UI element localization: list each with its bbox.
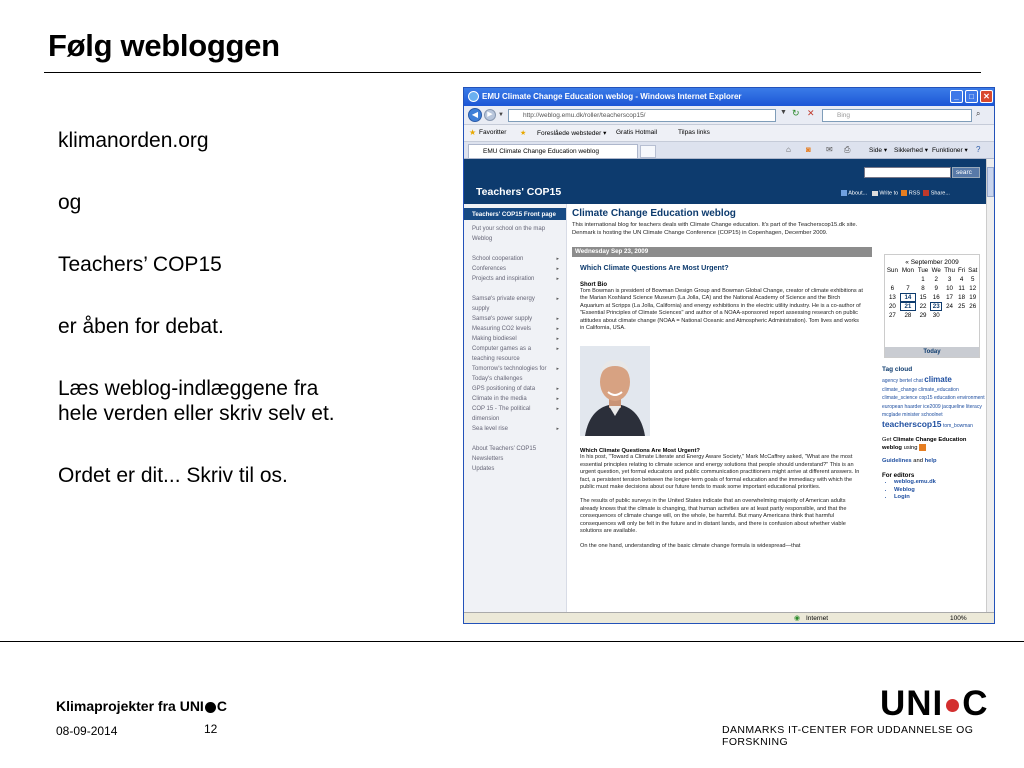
tag-link[interactable]: climate bbox=[924, 375, 952, 384]
chevron-right-icon: ▸ bbox=[556, 396, 559, 402]
calendar-day[interactable]: 19 bbox=[969, 294, 977, 301]
nav-item[interactable]: Samsø's private energy ▸ bbox=[472, 296, 559, 302]
refresh-icon[interactable]: ↻ bbox=[792, 108, 800, 118]
chevron-right-icon: ▸ bbox=[556, 346, 559, 352]
body-line-teachers-cop15: Teachers’ COP15 bbox=[58, 253, 222, 276]
tag-link[interactable]: mcglade bbox=[882, 412, 901, 418]
rss-link[interactable]: RSS bbox=[908, 190, 921, 197]
stop-icon[interactable]: ✕ bbox=[807, 108, 815, 118]
calendar-day-header: Thu bbox=[944, 267, 955, 274]
zoom-level[interactable]: 100% bbox=[950, 615, 967, 622]
about-icon bbox=[841, 190, 847, 196]
nav-list bbox=[464, 224, 566, 474]
nav-item[interactable]: Tomorrow's technologies for ▸ bbox=[472, 366, 559, 372]
tag-cloud-title: Tag cloud bbox=[882, 366, 913, 373]
web-page bbox=[464, 159, 986, 612]
calendar-day[interactable]: 18 bbox=[958, 294, 966, 301]
share-icon bbox=[923, 190, 929, 196]
blog-header-links bbox=[841, 190, 950, 196]
calendar-day[interactable]: 16 bbox=[932, 294, 940, 301]
chevron-right-icon: ▸ bbox=[556, 276, 559, 282]
nav-item bbox=[464, 244, 564, 254]
calendar-day[interactable]: 3 bbox=[947, 276, 952, 283]
nav-item bbox=[464, 434, 564, 444]
calendar-day[interactable]: 9 bbox=[934, 285, 938, 292]
nav-item[interactable]: School cooperation ▸ bbox=[472, 256, 559, 262]
minimize-button[interactable]: _ bbox=[950, 90, 963, 103]
logo-subtitle: DANMARKS IT-CENTER FOR UDDANNELSE OG FORSKNING bbox=[722, 724, 974, 748]
globe-icon: ◉ bbox=[794, 615, 801, 622]
calendar-day-header: Fri bbox=[957, 267, 966, 274]
post-paragraph-3: On the one hand, understanding of the basic climate change formula is widespread—that bbox=[580, 542, 801, 549]
calendar-day[interactable]: 14 bbox=[900, 293, 916, 302]
chevron-right-icon: ▸ bbox=[556, 326, 559, 332]
chevron-right-icon: ▸ bbox=[556, 406, 559, 412]
fav-link-hotmail[interactable]: Gratis Hotmail bbox=[616, 129, 658, 136]
rss-icon bbox=[901, 190, 907, 196]
post-paragraph-2: The results of public surveys in the United States indicate that an overwhelming majority of American adults already knows that the climate is changing, that human activities are at least partly responsible, and that the consequences of climate change will, on the whole, be harmful. But many Americans think that harmful consequences will only be felt in the future and in distant lands, and there is confusion about whether viable solutions are available. bbox=[580, 498, 847, 535]
chevron-right-icon: ▸ bbox=[556, 366, 559, 372]
window-title: EMU Climate Change Education weblog - Windows Internet Explorer bbox=[482, 92, 742, 101]
nav-item[interactable]: supply bbox=[472, 306, 490, 312]
uni-c-dot-icon bbox=[205, 702, 216, 713]
vertical-scrollbar[interactable] bbox=[986, 159, 994, 612]
post-paragraph-1: In his post, "Toward a Climate Literate and Energy Aware Society," Mark McCaffrey asked, "What are the most essential principles relating to climate science and energy solutions that people should understand?" This is an urgent question, yet formal educators and public communication practitioners might arrive at different answers. In fact, a persistent tension between the longer-term goals of formal education and the immediacy with which the public must make decisions about our future tends to mask some important educational priorities. bbox=[580, 454, 860, 491]
calendar-grid bbox=[885, 266, 979, 320]
tag-link[interactable]: climate_change bbox=[882, 386, 918, 393]
body-line-open-debate: er åben for debat. bbox=[58, 315, 224, 338]
blog-site-title[interactable]: Teachers' COP15 bbox=[476, 186, 562, 198]
calendar-day[interactable]: 6 bbox=[890, 285, 895, 292]
chevron-right-icon: ▸ bbox=[556, 256, 559, 262]
page-number: 12 bbox=[204, 722, 218, 736]
nav-item[interactable]: Updates bbox=[472, 466, 495, 472]
chevron-right-icon: ▸ bbox=[556, 266, 559, 272]
bio-text: Tom Bowman is president of Bowman Design Group and Bowman Global Change, creator of climate exhibitions at the Marian Koshland Science Museum (La Jolla, CA) and the National Academy of Science and the Birch Aquarium at Scripps (La Jolla, California) and energy exhibitions in the electric utility industry. He is a co-author of "Essential Principles of Climate Sciences" and author of a NOAA-sponsored report assessing research on public attitudes about climate change (NOAA = National Oceanic and Atmospheric Administration). Tom lives and works in California, USA. bbox=[580, 288, 863, 332]
editors-title: For editors bbox=[882, 472, 915, 480]
chevron-right-icon: ▸ bbox=[556, 296, 559, 302]
calendar-day[interactable]: 10 bbox=[946, 285, 953, 292]
calendar-day[interactable]: 22 bbox=[919, 303, 927, 310]
sub-heading: Which Climate Questions Are Most Urgent? bbox=[580, 448, 700, 455]
share-link[interactable]: Share... bbox=[930, 190, 950, 197]
body-line-read-weblog: Læs weblog-indlæggene fra bbox=[58, 377, 319, 400]
editor-link-weblog-emu[interactable]: • weblog.emu.dk bbox=[894, 479, 986, 487]
nav-item[interactable]: Projects and inspiration ▸ bbox=[472, 276, 559, 282]
author-photo bbox=[580, 346, 650, 436]
calendar-day bbox=[900, 275, 916, 284]
nav-item[interactable]: GPS positioning of data ▸ bbox=[472, 386, 559, 392]
bio-heading: Short Bio bbox=[580, 282, 607, 288]
calendar-day-header: Mon bbox=[901, 267, 914, 274]
fav-link-customize[interactable]: Tilpas links bbox=[678, 129, 710, 136]
editor-link-weblog[interactable]: • Weblog bbox=[894, 487, 986, 495]
print-icon[interactable]: ⎙ bbox=[844, 145, 851, 154]
date-bar: Wednesday Sep 23, 2009 bbox=[572, 247, 872, 257]
footer-date: 08-09-2014 bbox=[56, 724, 118, 738]
uni-c-logo: UNI C bbox=[880, 684, 989, 723]
blog-title[interactable]: Climate Change Education weblog bbox=[572, 208, 736, 219]
calendar-day[interactable]: 8 bbox=[921, 285, 925, 292]
calendar-day[interactable]: 21 bbox=[900, 302, 916, 311]
rss-feed-icon[interactable] bbox=[919, 444, 926, 451]
tag-link[interactable]: jacqueline bbox=[942, 403, 965, 410]
cmd-tools[interactable]: Funktioner ▾ bbox=[932, 147, 968, 154]
browser-titlebar bbox=[464, 88, 994, 106]
tag-link[interactable]: chat bbox=[913, 378, 923, 384]
tag-link[interactable]: literacy bbox=[965, 403, 982, 410]
tag-link[interactable]: tom_bowman bbox=[942, 422, 973, 429]
guidelines-line: Guidelines and help bbox=[882, 458, 937, 465]
slide-body bbox=[58, 128, 335, 488]
editor-links bbox=[882, 479, 986, 502]
blog-sidebar bbox=[880, 204, 986, 612]
get-feed: Get Climate Change Education weblog using bbox=[882, 437, 967, 452]
forward-icon[interactable]: ▶ bbox=[484, 109, 496, 121]
calendar-day[interactable]: 13 bbox=[888, 294, 896, 301]
status-zone: Internet bbox=[806, 615, 829, 622]
nav-item[interactable]: Measuring CO2 levels ▸ bbox=[472, 326, 559, 332]
favorites-button[interactable]: Favoritter bbox=[479, 129, 507, 136]
nav-item[interactable]: teaching resource bbox=[472, 356, 520, 362]
help-link[interactable]: help bbox=[924, 458, 937, 465]
tag-link[interactable]: schoolnet bbox=[921, 412, 943, 418]
address-bar-row bbox=[464, 106, 994, 125]
calendar-day[interactable]: 1 bbox=[921, 276, 925, 283]
calendar bbox=[884, 254, 980, 358]
logo-dot-icon bbox=[946, 699, 959, 712]
nav-item[interactable]: About Teachers' COP15 bbox=[472, 446, 537, 452]
slide-title: Følg webloggen bbox=[48, 28, 280, 63]
calendar-day[interactable]: 23 bbox=[930, 302, 942, 311]
body-line-klimanorden: klimanorden.org bbox=[58, 129, 209, 152]
tag-link[interactable]: agency bbox=[882, 378, 899, 384]
tag-link[interactable]: climate_education bbox=[918, 386, 959, 393]
favorites-bar bbox=[464, 125, 994, 142]
address-input[interactable]: http://weblog.emu.dk/roller/teacherscop15/ bbox=[508, 109, 776, 122]
blog-search-button[interactable]: searc bbox=[952, 167, 980, 178]
blog-left-nav bbox=[464, 204, 567, 612]
nav-item[interactable]: Newsletters bbox=[472, 456, 504, 462]
back-icon[interactable]: ◀ bbox=[468, 108, 482, 122]
body-line-og: og bbox=[58, 191, 82, 214]
tag-link[interactable]: education bbox=[933, 395, 956, 401]
calendar-day[interactable]: 17 bbox=[946, 294, 953, 301]
blog-header bbox=[464, 159, 986, 204]
home-icon[interactable]: ⌂ bbox=[786, 145, 791, 154]
close-button[interactable]: ✕ bbox=[980, 90, 993, 103]
body-line-world: hele verden eller skriv selv et. bbox=[58, 402, 335, 425]
calendar-day bbox=[966, 311, 979, 320]
tag-link[interactable]: environment bbox=[957, 395, 985, 401]
write-icon bbox=[872, 191, 878, 196]
footer-divider bbox=[0, 641, 1024, 642]
calendar-day[interactable]: 27 bbox=[888, 312, 896, 319]
calendar-today[interactable]: Today bbox=[885, 347, 979, 357]
calendar-day[interactable]: 20 bbox=[888, 303, 896, 310]
calendar-day[interactable]: 12 bbox=[969, 285, 977, 292]
new-tab-button[interactable] bbox=[640, 145, 656, 158]
about-link[interactable]: About... bbox=[848, 190, 868, 197]
nav-item[interactable]: Today's challenges bbox=[472, 376, 523, 382]
mail-icon[interactable]: ✉ bbox=[826, 145, 833, 154]
ie-icon bbox=[468, 91, 479, 102]
chevron-right-icon: ▸ bbox=[556, 426, 559, 432]
tag-cloud bbox=[882, 376, 986, 430]
calendar-day[interactable]: 25 bbox=[958, 303, 966, 310]
calendar-day[interactable]: 15 bbox=[919, 294, 927, 301]
calendar-day[interactable]: 29 bbox=[919, 312, 927, 319]
write-link[interactable]: Write to bbox=[879, 190, 899, 197]
chevron-right-icon: ▸ bbox=[556, 316, 559, 322]
calendar-day bbox=[942, 311, 956, 320]
tag-link[interactable]: minister bbox=[902, 412, 920, 418]
fav-link-suggested[interactable]: Foreslåede websteder ▾ bbox=[537, 130, 607, 137]
calendar-day[interactable]: 7 bbox=[906, 285, 910, 292]
title-divider bbox=[44, 72, 981, 73]
scroll-thumb[interactable] bbox=[987, 167, 994, 197]
blog-main bbox=[572, 204, 872, 612]
calendar-day[interactable]: 24 bbox=[946, 303, 953, 310]
calendar-day[interactable]: 26 bbox=[969, 303, 977, 310]
nav-item[interactable]: Put your school on the map bbox=[472, 226, 546, 232]
address-dropdown-icon[interactable]: ▼ bbox=[780, 109, 787, 116]
tab-active[interactable]: EMU Climate Change Education weblog bbox=[468, 144, 638, 158]
tag-link[interactable]: ice2009 bbox=[923, 403, 941, 410]
nav-item[interactable]: Conferences ▸ bbox=[472, 266, 559, 272]
nav-item[interactable]: Computer games as a ▸ bbox=[472, 346, 559, 352]
footer-org: Klimaprojekter fra UNI C bbox=[56, 698, 227, 714]
feed-name[interactable]: Climate Change Education weblog bbox=[882, 437, 967, 452]
tag-link[interactable]: teacherscop15 bbox=[882, 418, 942, 429]
calendar-day[interactable]: 5 bbox=[970, 276, 975, 283]
calendar-day[interactable]: 30 bbox=[932, 312, 940, 319]
tab-bar bbox=[464, 142, 994, 159]
nav-item-front-page[interactable]: Teachers' COP15 Front page bbox=[464, 208, 566, 220]
calendar-day[interactable]: 4 bbox=[959, 276, 964, 283]
chevron-right-icon: ▸ bbox=[556, 336, 559, 342]
history-dropdown-icon[interactable]: ▼ bbox=[498, 112, 504, 118]
nav-item[interactable]: Weblog bbox=[472, 236, 493, 242]
calendar-day-header: Sat bbox=[968, 267, 978, 274]
calendar-prev[interactable]: « bbox=[905, 259, 909, 266]
search-input[interactable]: Bing bbox=[822, 109, 972, 122]
chevron-right-icon: ▸ bbox=[556, 386, 559, 392]
calendar-day[interactable]: 28 bbox=[904, 312, 912, 319]
calendar-day bbox=[885, 275, 900, 284]
tag-link[interactable]: haarder bbox=[904, 403, 922, 410]
calendar-day bbox=[957, 311, 967, 320]
nav-item[interactable]: COP 15 - The political ▸ bbox=[472, 406, 559, 412]
tag-link[interactable]: climate_science bbox=[882, 395, 918, 401]
browser-window bbox=[463, 87, 995, 624]
nav-item[interactable]: Sea level rise ▸ bbox=[472, 426, 559, 432]
status-bar bbox=[464, 612, 994, 624]
calendar-month: September 2009 bbox=[910, 259, 959, 266]
blog-search-input[interactable] bbox=[864, 167, 951, 178]
nav-item[interactable]: Making biodiesel ▸ bbox=[472, 336, 559, 342]
help-icon[interactable]: ? bbox=[976, 145, 981, 154]
calendar-day-header: Sun bbox=[886, 267, 898, 274]
body-line-word-yours: Ordet er dit... Skriv til os. bbox=[58, 464, 288, 487]
maximize-button[interactable]: □ bbox=[965, 90, 978, 103]
nav-item bbox=[464, 284, 564, 294]
tag-link[interactable]: cop15 bbox=[918, 395, 933, 401]
feeds-icon[interactable]: ◙ bbox=[806, 145, 811, 154]
editor-link-login[interactable]: • Login bbox=[894, 494, 986, 502]
calendar-day-header: We bbox=[931, 267, 941, 274]
cmd-safety[interactable]: Sikkerhed ▾ bbox=[894, 147, 928, 154]
star-icon: ★ bbox=[469, 128, 477, 137]
nav-item[interactable]: Climate in the media ▸ bbox=[472, 396, 559, 402]
add-favorite-icon[interactable]: ★ bbox=[520, 130, 527, 137]
search-icon[interactable]: ⌕ bbox=[976, 109, 981, 118]
calendar-day[interactable]: 11 bbox=[958, 285, 965, 292]
cmd-page[interactable]: Side ▾ bbox=[869, 147, 888, 154]
nav-item[interactable]: dimension bbox=[472, 416, 500, 422]
tag-link[interactable]: european bbox=[882, 403, 904, 410]
tag-link[interactable]: bertel bbox=[899, 378, 913, 384]
blog-intro: This international blog for teachers deals with Climate Change education. It's part of the Teacherscop15.dk site. Denmark is hosting the UN Climate Change Conference (COP15) in Copenhagen, December 2009. bbox=[572, 222, 858, 236]
nav-item[interactable]: Samsø's power supply ▸ bbox=[472, 316, 559, 322]
calendar-day[interactable]: 2 bbox=[934, 276, 938, 283]
post-title[interactable]: Which Climate Questions Are Most Urgent? bbox=[580, 263, 729, 272]
calendar-day-header: Tue bbox=[917, 267, 929, 274]
guidelines-link[interactable]: Guidelines bbox=[882, 458, 912, 465]
